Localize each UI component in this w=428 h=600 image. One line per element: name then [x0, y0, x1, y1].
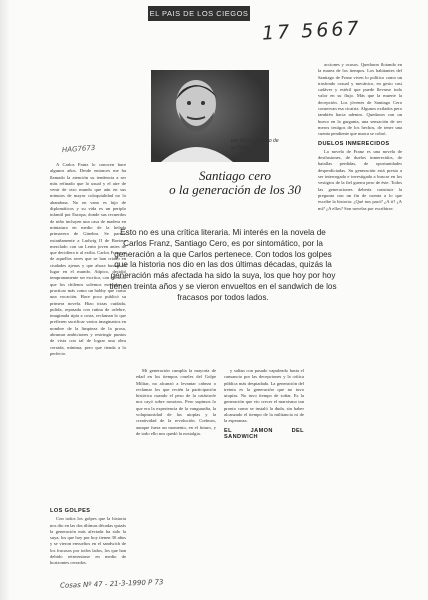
handwritten-source-note: Cosas Nº 47 - 21-3-1990 P 73	[59, 578, 164, 590]
column-middle-2	[224, 368, 304, 583]
article-deck: Esto no es una crítica literaria. Mi interés en la novela de Carlos Franz, Santiago Cero, es por sintomático, por la generación a la que Carlos pertenece. Con todos los golpes que la historia nos dio en las dos últimas décadas, quizás la generación más afectada ha sido la suya, los que hoy por hoy tienen treinta años y se vieron envueltos en el sandwich de los fracasos por todos lados.	[109, 228, 337, 302]
column-left-bottom	[50, 505, 126, 590]
paragraph: y salían con pasado vapuleado hasta el cansancio por las decepciones y la crítica pública más despiadada. La generación del treinta es la generación que no tuvo utopías. No tuvo tiempo de soñar. Es la generación que vio crecer el marxismo tan pronto como se instaló la duda, sin haber alcanzado el tiempo de la militancia ni de la esperanza.	[224, 368, 304, 424]
column-right	[318, 62, 402, 590]
handwritten-reference-number: 17 5667	[261, 17, 363, 45]
handwritten-margin-note: HAG7673	[61, 143, 96, 155]
photo-caption: por Marco Antonio de la Parra	[231, 138, 279, 151]
headline-line-1: Santiago cero	[198, 168, 272, 183]
column-middle-1	[136, 368, 216, 583]
paragraph: acciones y ocasos. Quedaron flotando en la marea de los tiempos. Los habitantes del Santiago de Franz viven lo político como un trasfondo casual y mecánico, en gesto casi cadáver y estéril que puede llevarse todo valor en su flujo. Más que la muerte la decepción. Los jóvenes de Santiago Cero conservan esa cicatriz. Algunos exilados pero también hacia adentro. Quedaron con un hueco en la garganta, una sensación de ser meros testigos de los hechos, de tener una cuenta pendiente que nunca se cobró.	[318, 62, 402, 137]
section-label: EL PAIS DE LOS CIEGOS	[149, 9, 249, 18]
scan-edge-shadow	[0, 0, 10, 600]
paragraph: Con todos los golpes que la historia nos dio en las dos últimas décadas quizás la generación más afectada ha sido la suya, los que hoy por hoy tienen 30 años y se vieron envueltos en el sandwich de los fracasos por todos lados, los que han debido reinventarse en medio de horizontes cerrados.	[50, 516, 126, 566]
section-header	[148, 6, 250, 21]
subhead-duelos-inmerecidos: DUELOS INMERECIDOS	[318, 140, 390, 147]
paragraph: A Carlos Franz lo conocen hace algunos años. Desde entonces me ha llamado la atención su tendencia a ser más refinado que lo usual y el aire de venir de otro mundo que aún en sus minutos de mayor coloquialidad no lo abandona. No en vano es hijo de diplomáticos y su vida es un periplo infantil por Europa, donde sus recuerdos de niño incluyen una casa de madera en miniatura en medio de la helada primavera de Ginebra. Se parece extrañamente a Ludwig II de Baviera mezclado con un Lenin joven antes de que decidiera ir al exilio. Carlos Franz es de aquellos seres que se han criado en ciudades ajenas y que ahora buscan el lugar en el mundo. Atípico, decidió tempranamente ser escritor, con el oficio que los chilenos solemos esconder o practicar más como un hobby que como una vocación. Hace poco publicó su primera novela. Hizo trizas cuidada, pulida, repasada con rutina de orfebre, imaginada ripia a costa, reclaman lo que prefieren sacrificar varios imaginarios en nombre de la limpieza de la prosa, abrumar ambiciones y restringir puntos de vista con tal de lograr una obra cerrada, mínima, pero que tienda a lo perfecto.	[50, 162, 126, 356]
paragraph: La novela de Franz es una novela de desilusiones, de duelos inmerecidos, de batallas perdidas, de oportunidades desperdiciadas. Su generación está presta a ser interrogada e investigada a buscar en los vestigios de la fiel guerra pero de éste. Todos las generaciones debería construir la pregunta con un fin de cuenta a lo que escribe la historia: ¿Qué nos pasó? ¿A ti? ¿A mí? ¿A ellos? Son novelas por escribirse.	[318, 148, 402, 211]
paragraph: Mi generación cumplía la mayoría de edad en los tiempos crueles del Golpe Militar, no alcanzó a levantar cabeza o reclamar los que recién la participación histórica cuando el peso de la catástrofe nos cayó sobre nosotros. Pero supimos lo que era la experiencia de la vanguardia, la voluptuosidad de las utopías y la creatividad de la revolución. Creímos, aunque fuera un momento, en el futuro, y de todo ello nos quedó la nostalgia.	[136, 368, 216, 436]
subhead-los-golpes: LOS GOLPES	[50, 508, 91, 514]
headline-line-2: o la generación de los 30	[169, 182, 301, 197]
subhead-jamon-sandwich: EL JAMON DEL SANDWICH	[224, 427, 304, 440]
column-left-top	[50, 162, 126, 502]
